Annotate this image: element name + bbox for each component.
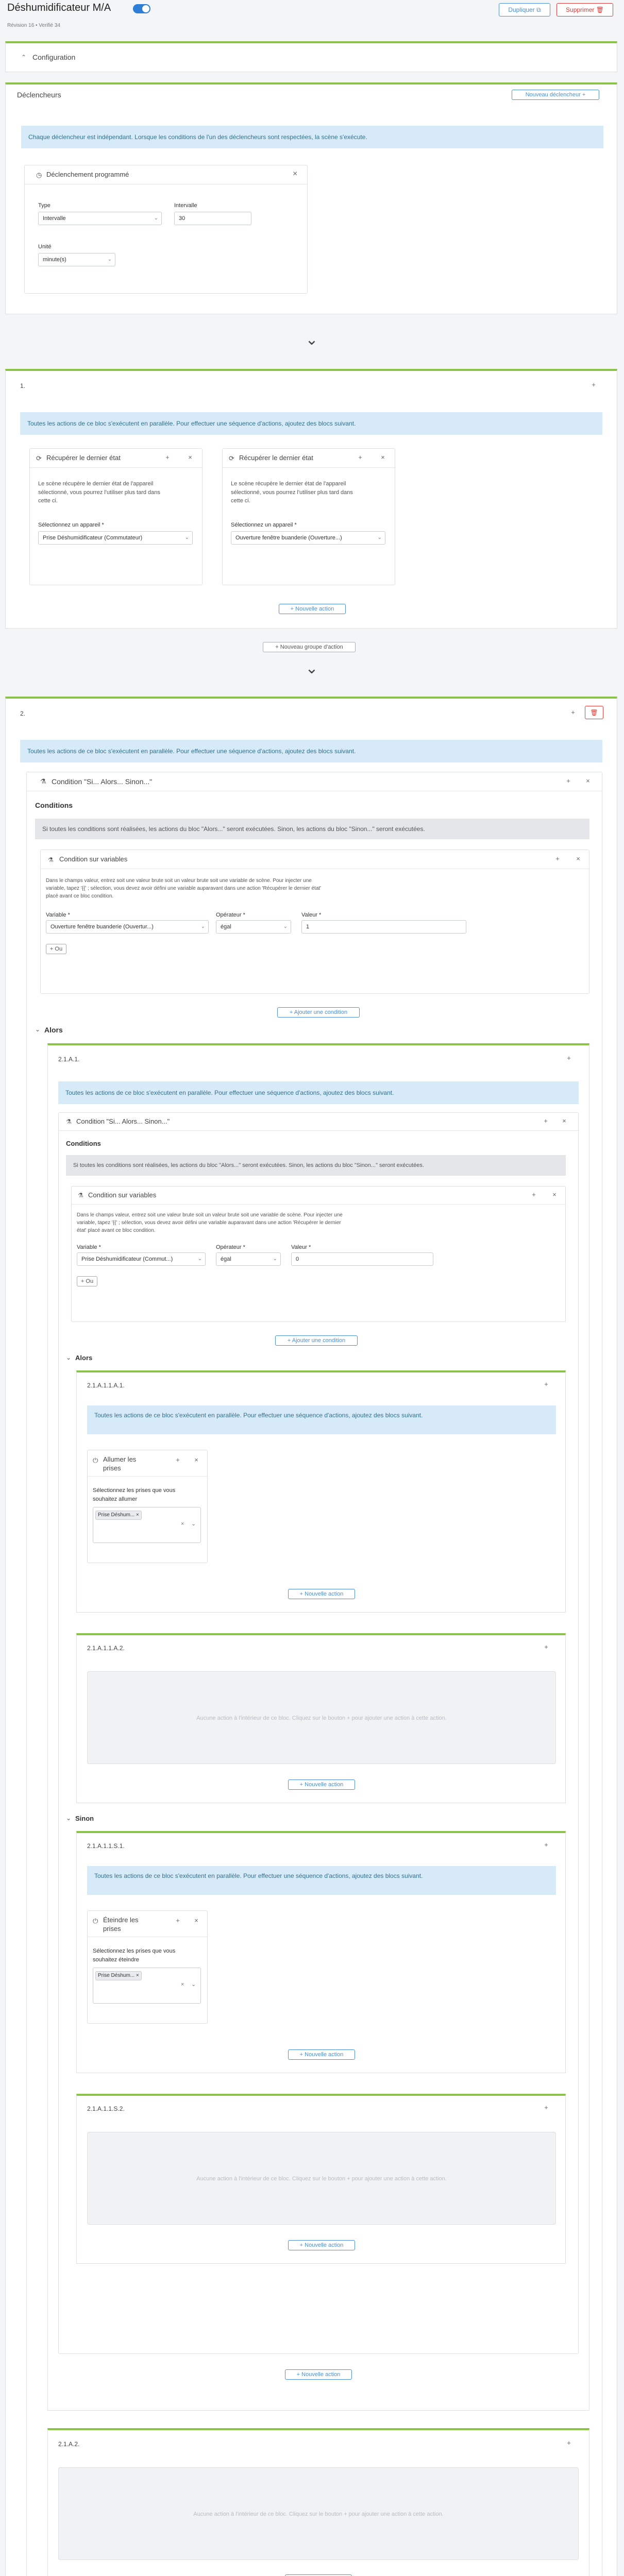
plus-icon[interactable]: + bbox=[544, 2104, 548, 2111]
new-trigger-label: Nouveau déclencheur bbox=[525, 92, 581, 98]
device-value: Ouverture fenêtre buanderie (Ouverture...) bbox=[235, 535, 342, 541]
chevron-down-icon: ⌄ bbox=[283, 924, 288, 929]
new-trigger-button[interactable] bbox=[512, 90, 599, 100]
block-number: 2.1.A.2. bbox=[58, 2441, 80, 2448]
value-value: 1 bbox=[306, 924, 310, 930]
block-number: 2.1.A.1.1.S.1. bbox=[87, 1842, 125, 1850]
duplicate-button[interactable] bbox=[499, 3, 550, 16]
plus-icon: + bbox=[299, 1782, 303, 1788]
action-card-title: Éteindre les prises bbox=[103, 1916, 139, 1933]
chevron-down-icon: ⌄ bbox=[200, 924, 205, 929]
trash-icon: 🗑 bbox=[596, 6, 604, 13]
new-action-label: Nouvelle action bbox=[305, 2242, 344, 2248]
add-condition-button[interactable] bbox=[277, 1007, 360, 1018]
plus-icon[interactable]: + bbox=[358, 453, 362, 461]
close-icon[interactable]: × bbox=[562, 1117, 566, 1125]
variable-condition-card bbox=[40, 850, 589, 994]
chevron-down-icon: ⌄ bbox=[154, 215, 158, 221]
variable-value: Ouverture fenêtre buanderie (Ouvertur...) bbox=[50, 924, 154, 930]
delete-block-button[interactable] bbox=[585, 706, 603, 719]
block-number: 2.1.A.1.1.A.1. bbox=[87, 1382, 125, 1389]
close-icon[interactable]: × bbox=[181, 1981, 184, 1988]
action-card bbox=[222, 448, 395, 585]
block-2-1-A-1-1-A-2 bbox=[76, 1633, 566, 1803]
variable-value: Prise Déshumidificateur (Commut...) bbox=[81, 1256, 173, 1262]
if-condition-card bbox=[58, 1112, 579, 2354]
delete-label: Supprimer bbox=[566, 6, 595, 13]
plus-icon[interactable]: + bbox=[544, 1117, 548, 1125]
chevron-down-icon: ⌄ bbox=[107, 257, 112, 262]
plus-icon: + bbox=[289, 1009, 293, 1015]
action-card-title: Allumer les prises bbox=[103, 1455, 137, 1472]
plugs-select[interactable] bbox=[93, 1507, 201, 1543]
condition-icon: ⚗ bbox=[78, 1192, 83, 1199]
duplicate-label: Dupliquer bbox=[508, 6, 535, 13]
plus-icon[interactable]: + bbox=[544, 1380, 548, 1388]
card-divider bbox=[72, 1204, 565, 1205]
var-condition-title: Condition sur variables bbox=[88, 1191, 157, 1199]
device-select[interactable] bbox=[38, 531, 193, 545]
value-label: Valeur * bbox=[301, 912, 322, 918]
add-condition-button[interactable] bbox=[275, 1335, 358, 1346]
plus-icon[interactable]: + bbox=[566, 777, 570, 785]
unit-label: Unité bbox=[38, 244, 52, 250]
delete-button[interactable] bbox=[556, 3, 613, 16]
card-divider bbox=[223, 467, 395, 468]
interval-label: Intervalle bbox=[174, 202, 197, 209]
chevron-down-icon: ⌄ bbox=[66, 1815, 72, 1822]
add-condition-label: Ajouter une condition bbox=[294, 1009, 348, 1015]
page-title: Déshumidificateur M/A bbox=[7, 2, 111, 13]
trigger-card bbox=[24, 165, 308, 294]
refresh-icon: ⟳ bbox=[229, 454, 234, 462]
block-info: Toutes les actions de ce bloc s'exécutent en parallèle. Pour effectuer une séquence d'actions, ajoutez des blocs suivant. bbox=[20, 740, 602, 762]
plus-icon: + bbox=[275, 644, 279, 650]
close-icon[interactable]: × bbox=[194, 1456, 198, 1464]
type-select[interactable] bbox=[38, 212, 162, 225]
block-info: Toutes les actions de ce bloc s'exécutent en parallèle. Pour effectuer une séquence d'actions, ajoutez des blocs suivant. bbox=[87, 1405, 556, 1434]
plus-icon[interactable]: + bbox=[592, 381, 596, 388]
empty-block: Aucune action à l'intérieur de ce bloc. Cliquez sur le bouton + pour ajouter une action à cette action. bbox=[87, 1671, 556, 1764]
or-button[interactable]: + Ou bbox=[46, 944, 66, 954]
close-icon[interactable]: × bbox=[181, 1521, 184, 1527]
type-value: Intervalle bbox=[43, 215, 66, 222]
plus-icon: + bbox=[299, 1591, 303, 1597]
sinon-heading: Sinon bbox=[75, 1815, 94, 1822]
chip-label: Prise Déshum... bbox=[98, 1512, 135, 1518]
operator-label: Opérateur * bbox=[216, 1244, 245, 1250]
new-action-label: Nouvelle action bbox=[305, 1591, 344, 1597]
plus-icon: + bbox=[287, 1337, 291, 1344]
operator-select[interactable] bbox=[216, 1252, 281, 1266]
block-2-1-A-1-1-S-2 bbox=[76, 2094, 566, 2264]
close-icon[interactable]: × bbox=[576, 855, 580, 862]
value-label: Valeur * bbox=[291, 1244, 311, 1250]
select-plugs-label: Sélectionnez les prises que vous souhaitez allumer bbox=[93, 1487, 176, 1502]
chevron-down-icon: ⌄ bbox=[184, 535, 189, 540]
chevron-down-icon: ⌄ bbox=[66, 1354, 72, 1361]
new-group-label: Nouveau groupe d'action bbox=[280, 644, 343, 650]
configuration-label: Configuration bbox=[32, 53, 76, 61]
condition-title: Condition "Si... Alors... Sinon..." bbox=[52, 777, 153, 786]
card-divider bbox=[59, 1130, 578, 1131]
copy-icon: ⧉ bbox=[536, 6, 541, 13]
value-value: 0 bbox=[296, 1256, 299, 1262]
plus-icon: + bbox=[296, 2371, 300, 2378]
close-icon[interactable]: × bbox=[188, 453, 192, 461]
block-number: 1. bbox=[20, 382, 26, 389]
plus-icon[interactable]: + bbox=[176, 1456, 180, 1464]
block-2-1-A-1-1-S-1 bbox=[76, 1831, 566, 2073]
block-info: Toutes les actions de ce bloc s'exécutent en parallèle. Pour effectuer une séquence d'actions, ajoutez des blocs suivant. bbox=[58, 1081, 579, 1104]
alors-heading: Alors bbox=[44, 1026, 63, 1034]
device-label: Sélectionnez un appareil * bbox=[231, 522, 297, 528]
chevron-down-icon: ⌄ bbox=[377, 535, 382, 540]
flow-arrow-icon: ⌄ bbox=[305, 331, 318, 348]
clock-icon: ◷ bbox=[36, 171, 42, 179]
plugs-select[interactable] bbox=[93, 1968, 201, 2004]
selected-plug-chip bbox=[95, 1971, 142, 1980]
triggers-panel bbox=[5, 82, 617, 314]
new-action-label: Nouvelle action bbox=[305, 2052, 344, 2058]
operator-value: égal bbox=[221, 924, 231, 930]
block-2-1-A-1 bbox=[47, 1043, 589, 2411]
new-action-button[interactable] bbox=[279, 604, 346, 614]
close-icon[interactable]: × bbox=[586, 777, 590, 785]
interval-input[interactable] bbox=[174, 212, 251, 225]
close-icon[interactable]: × bbox=[136, 1512, 139, 1518]
power-icon: ⏻ bbox=[93, 1456, 98, 1464]
chevron-down-icon: ⌄ bbox=[273, 1256, 277, 1262]
unit-select[interactable] bbox=[38, 253, 115, 266]
block-2-1-A-2 bbox=[47, 2428, 589, 2576]
block-info: Toutes les actions de ce bloc s'exécutent en parallèle. Pour effectuer une séquence d'actions, ajoutez des blocs suivant. bbox=[87, 1866, 556, 1895]
triggers-title: Déclencheurs bbox=[17, 91, 61, 99]
action-card-title: Récupérer le dernier état bbox=[239, 454, 313, 462]
variable-label: Variable * bbox=[46, 912, 70, 918]
new-action-button[interactable] bbox=[288, 1589, 355, 1599]
condition-title: Condition "Si... Alors... Sinon..." bbox=[76, 1117, 170, 1125]
expand-icon: ⌃ bbox=[21, 54, 27, 61]
new-action-label: Nouvelle action bbox=[301, 2371, 341, 2378]
var-condition-title: Condition sur variables bbox=[59, 855, 128, 863]
plus-icon[interactable]: + bbox=[544, 1841, 548, 1849]
new-action-button[interactable] bbox=[288, 1780, 355, 1790]
action-desc: Le scène récupère le dernier état de l'appareil sélectionné, vous pourrez l'utiliser plus tard dans cette ci. bbox=[231, 481, 353, 504]
block-number: 2.1.A.1. bbox=[58, 1056, 80, 1063]
trigger-card-title: Déclenchement programmé bbox=[46, 171, 129, 178]
variable-select[interactable] bbox=[77, 1252, 206, 1266]
variable-select[interactable] bbox=[46, 920, 209, 934]
page-meta: Révision 16 • Verifié 34 bbox=[7, 23, 61, 28]
close-icon[interactable]: × bbox=[194, 1917, 198, 1924]
triggers-info: Chaque déclencheur est indépendant. Lorsque les conditions de l'un des déclencheurs sont respectées, la scène s'exécute. bbox=[21, 126, 603, 148]
empty-block: Aucune action à l'intérieur de ce bloc. Cliquez sur le bouton + pour ajouter une action à cette action. bbox=[58, 2467, 579, 2560]
plus-icon[interactable]: + bbox=[544, 1643, 548, 1651]
chevron-down-icon: ⌄ bbox=[191, 1981, 196, 1988]
plus-icon[interactable]: + bbox=[532, 1191, 536, 1198]
close-icon[interactable]: × bbox=[293, 170, 298, 178]
plus-icon[interactable]: + bbox=[555, 855, 560, 862]
plus-icon: + bbox=[299, 2052, 303, 2058]
scene-toggle[interactable] bbox=[133, 4, 150, 13]
value-input[interactable] bbox=[291, 1252, 433, 1266]
select-plugs-label: Sélectionnez les prises que vous souhaitez éteindre bbox=[93, 1948, 176, 1963]
plus-icon[interactable]: + bbox=[176, 1917, 180, 1924]
power-icon: ⏻ bbox=[93, 1917, 98, 1925]
block-number: 2. bbox=[20, 710, 26, 717]
new-action-button[interactable] bbox=[288, 2049, 355, 2060]
plus-icon: + bbox=[290, 606, 294, 612]
type-label: Type bbox=[38, 202, 50, 209]
conditions-info: Si toutes les conditions sont réalisées, les actions du bloc "Alors..." seront exécutées. Sinon, les actions du bloc "Sinon..." seront exécutées. bbox=[35, 819, 589, 839]
block-2 bbox=[5, 697, 617, 2576]
interval-value: 30 bbox=[179, 215, 185, 222]
condition-icon: ⚗ bbox=[40, 777, 46, 785]
close-icon[interactable]: × bbox=[136, 1973, 139, 1978]
value-input[interactable] bbox=[301, 920, 466, 934]
plus-icon: + bbox=[582, 92, 586, 98]
refresh-icon: ⟳ bbox=[36, 454, 42, 462]
action-card bbox=[87, 1910, 208, 2024]
card-divider bbox=[30, 467, 202, 468]
unit-value: minute(s) bbox=[43, 257, 66, 263]
add-condition-label: Ajouter une condition bbox=[292, 1337, 346, 1344]
chip-label: Prise Déshum... bbox=[98, 1973, 135, 1978]
var-condition-desc: Dans le champs valeur, entrez soit une valeur brute soit un valeur brute soit une variable de scène. Pour injecter une variable, tapez '{{' ; sélection, vous devez avoir défini une variable auparavant dans une action 'Récupérer le dernier état' placé avant ce bloc condition. bbox=[46, 878, 322, 899]
chevron-down-icon: ⌄ bbox=[197, 1256, 202, 1262]
operator-label: Opérateur * bbox=[216, 912, 245, 918]
close-icon[interactable]: × bbox=[552, 1191, 556, 1198]
plus-icon[interactable]: + bbox=[165, 453, 170, 461]
empty-block: Aucune action à l'intérieur de ce bloc. Cliquez sur le bouton + pour ajouter une action à cette action. bbox=[87, 2132, 556, 2225]
new-action-label: Nouvelle action bbox=[295, 606, 334, 612]
block-info: Toutes les actions de ce bloc s'exécutent en parallèle. Pour effectuer une séquence d'actions, ajoutez des blocs suivant. bbox=[20, 412, 602, 435]
variable-condition-card bbox=[71, 1186, 566, 1322]
close-icon[interactable]: × bbox=[381, 453, 385, 461]
plus-icon[interactable]: + bbox=[567, 2439, 571, 2447]
new-action-button[interactable] bbox=[285, 2369, 352, 2380]
selected-plug-chip bbox=[95, 1511, 142, 1520]
block-number: 2.1.A.1.1.A.2. bbox=[87, 1645, 125, 1652]
trash-icon: 🗑 bbox=[590, 709, 598, 716]
plus-icon: + bbox=[299, 2242, 303, 2248]
condition-icon: ⚗ bbox=[66, 1118, 72, 1125]
conditions-info: Si toutes les conditions sont réalisées, les actions du bloc "Alors..." seront exécutées. Sinon, les actions du bloc "Sinon..." seront exécutées. bbox=[66, 1155, 566, 1176]
new-action-label: Nouvelle action bbox=[305, 1782, 344, 1788]
variable-label: Variable * bbox=[77, 1244, 101, 1250]
configuration-panel[interactable] bbox=[5, 41, 617, 72]
conditions-heading: Conditions bbox=[35, 801, 73, 809]
device-label: Sélectionnez un appareil * bbox=[38, 522, 104, 528]
device-value: Prise Déshumidificateur (Commutateur) bbox=[43, 535, 143, 541]
toggle-knob bbox=[142, 5, 149, 12]
action-card-title: Récupérer le dernier état bbox=[46, 454, 121, 462]
new-group-button[interactable] bbox=[263, 642, 356, 652]
operator-select[interactable] bbox=[216, 920, 291, 934]
chevron-down-icon: ⌄ bbox=[191, 1521, 196, 1527]
block-1 bbox=[5, 369, 617, 629]
action-desc: Le scène récupère le dernier état de l'appareil sélectionné, vous pourrez l'utiliser plus tard dans cette ci. bbox=[38, 481, 160, 504]
plus-icon[interactable]: + bbox=[571, 708, 575, 716]
or-button[interactable]: + Ou bbox=[77, 1276, 97, 1286]
flow-arrow-icon: ⌄ bbox=[305, 660, 318, 677]
alors-heading: Alors bbox=[75, 1354, 93, 1362]
if-condition-card bbox=[26, 772, 602, 2576]
card-divider bbox=[88, 1476, 207, 1477]
operator-value: égal bbox=[221, 1256, 231, 1262]
block-2-1-A-1-1-A-1 bbox=[76, 1370, 566, 1613]
conditions-heading: Conditions bbox=[66, 1140, 101, 1147]
action-card bbox=[29, 448, 203, 585]
action-card bbox=[87, 1450, 208, 1563]
var-condition-desc: Dans le champs valeur, entrez soit une valeur brute soit un valeur brute soit une variable de scène. Pour injecter une variable, tapez '{{' ; sélection, vous devez avoir défini une variable auparavant dans une action 'Récupérer le dernier état' placé avant ce bloc condition. bbox=[77, 1212, 343, 1233]
condition-icon: ⚗ bbox=[48, 856, 54, 863]
chevron-down-icon: ⌄ bbox=[35, 1026, 41, 1033]
new-action-button[interactable] bbox=[288, 2240, 355, 2250]
plus-icon[interactable]: + bbox=[567, 1054, 571, 1062]
device-select[interactable] bbox=[231, 531, 385, 545]
block-number: 2.1.A.1.1.S.2. bbox=[87, 2105, 125, 2112]
